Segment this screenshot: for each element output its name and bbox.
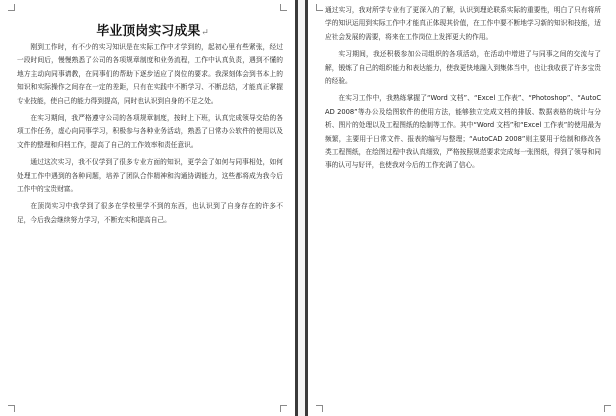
software-paragraph: [325, 92, 601, 172]
corner-crop-mark: [8, 405, 15, 412]
corner-crop-mark: [280, 405, 287, 412]
corner-crop-mark: [280, 4, 287, 11]
software-detail-text: 等办公及绘图软件的使用方法，能够独立完成文档的排版、数据表格的统计与分析、图片的处理以及工程图纸的绘制等工作。其中“Word 文档”和“Excel 工作表”的使用最为频繁，主要用于日常文件、报表的编写与整理；“AutoCAD 2008”则主要用于绘制和修改各类工程图纸，在绘图过程中我认真细致，严格按照规范要求完成每一张图纸，得到了领导和同事的认可与好评，也使我对今后的工作充满了信心。: [325, 107, 601, 170]
body-paragraph: 在顶岗实习中我学到了很多在学校里学不到的东西，也认识到了自身存在的许多不足，今后我会继续努力学习，不断充实和提高自己。: [17, 202, 283, 224]
corner-crop-mark: [316, 405, 323, 412]
corner-crop-mark: [316, 4, 323, 11]
software-lead-text: 在实习工作中，我熟练掌握了: [338, 94, 428, 103]
document-title: [70, 20, 235, 39]
page-gap: [298, 0, 305, 416]
right-page-body: [325, 4, 601, 177]
corner-crop-mark: [8, 4, 15, 11]
body-paragraph: 通过这次实习，我不仅学到了很多专业方面的知识，更学会了如何与同事相处，如何处理工作中遇到的各种问题，培养了团队合作精神和沟通协调能力，这些都将成为我今后工作中的宝贵财富。: [17, 158, 283, 194]
body-paragraph: 实习期间，我还积极参加公司组织的各项活动，在活动中增进了与同事之间的交流与了解，锻炼了自己的组织能力和表达能力，使我更快地融入到集体当中，也让我收获了许多宝贵的经验。: [325, 50, 601, 86]
corner-crop-mark: [604, 405, 611, 412]
paragraph-mark-icon: ↵: [201, 28, 209, 38]
left-page-body: [17, 41, 283, 231]
body-paragraph: 刚到工作时，有不少的实习知识是在实际工作中才学到的，起初心里有些紧张，经过一段时间后，慢慢熟悉了公司的各项规章制度和业务流程，工作中认真负责，遇到不懂的地方主动向同事请教，在同事们的帮助下逐步适应了岗位的要求。我深刻体会到书本上的知识和实际操作之间存在一定的差距，只有在实践中不断学习、不断总结，才能真正掌握专业技能，使自己的能力得到提高，同时也认识到自身的不足之处。: [17, 43, 283, 105]
body-paragraph: 在实习期间，我严格遵守公司的各项规章制度，按时上下班，认真完成领导交给的各项工作任务，虚心向同事学习，积极参与各种业务活动，熟悉了日常办公软件的使用以及文件的整理和归档工作，提高了自己的工作效率和责任意识。: [17, 114, 283, 149]
software-list-text: “Word 文档”、“Excel 工作表”、“Photoshop”、“AutoCAD 2008”: [325, 94, 601, 116]
document-title-text: 毕业顶岗实习成果: [96, 24, 201, 39]
body-paragraph: 通过实习，我对所学专业有了更深入的了解，认识到理论联系实际的重要性，明白了只有将所学的知识运用到实际工作中才能真正体现其价值，在工作中要不断地学习新的知识和技能，适应社会发展的需要，将来在工作岗位上发挥更大的作用。: [325, 6, 601, 41]
